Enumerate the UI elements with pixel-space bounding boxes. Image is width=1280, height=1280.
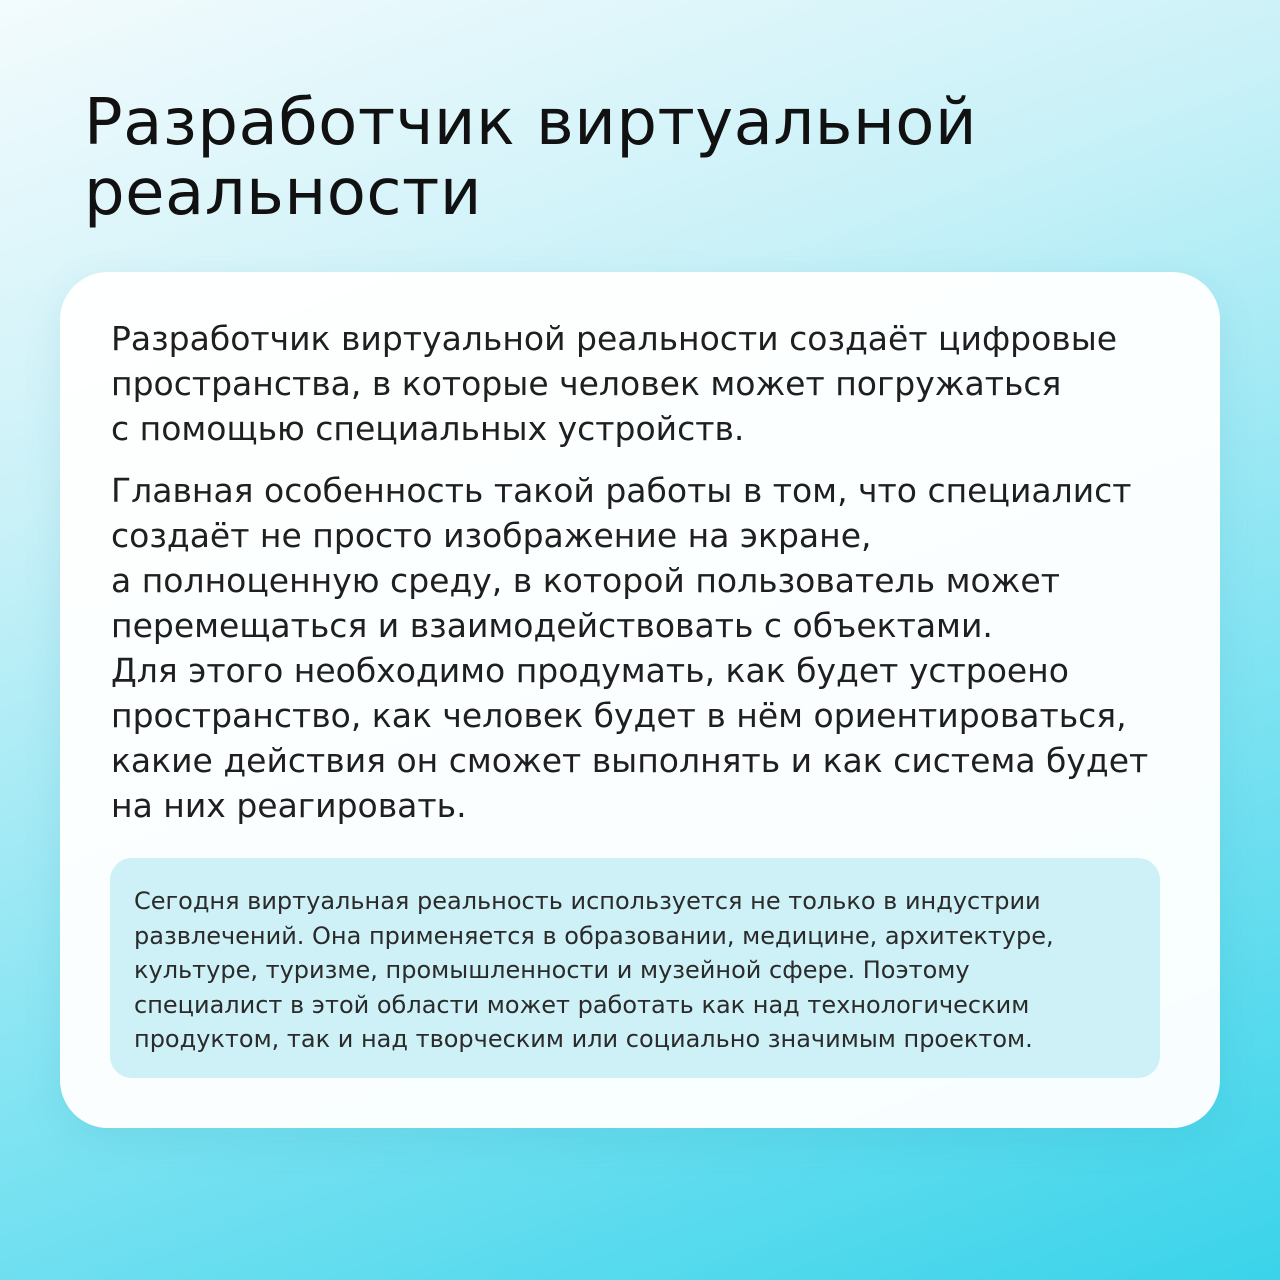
paragraph-line: с помощью специальных устройств. (111, 409, 745, 448)
content-card (60, 272, 1220, 1128)
note-line: культуре, туризме, промышленности и музейной сфере. Поэтому (134, 956, 970, 984)
note-line: продуктом, так и над творческим или социально значимым проектом. (134, 1025, 1033, 1053)
title-line: Разработчик виртуальной (84, 86, 978, 160)
paragraph-line: Разработчик виртуальной реальности создаёт цифровые (111, 319, 1118, 358)
paragraph-line: какие действия он сможет выполнять и как система будет (111, 741, 1149, 780)
note-line: развлечений. Она применяется в образовании, медицине, архитектуре, (134, 921, 1054, 950)
intro-paragraph (111, 316, 1201, 451)
main-paragraph (111, 468, 1201, 828)
paragraph-line: перемещаться и взаимодействовать с объектами. (111, 606, 993, 645)
paragraph-line: на них реагировать. (111, 786, 467, 825)
paragraph-line: Главная особенность такой работы в том, что специалист (111, 471, 1132, 510)
note-line: специалист в этой области может работать как над технологическим (134, 990, 1030, 1019)
page-title (84, 88, 1204, 228)
note-text (134, 884, 1054, 1057)
paragraph-line: а полноценную среду, в которой пользователь может (111, 561, 1060, 600)
title-line: реальности (84, 156, 482, 230)
paragraph-line: пространство, как человек будет в нём ориентироваться, (111, 696, 1127, 735)
paragraph-line: создаёт не просто изображение на экране, (111, 516, 872, 555)
paragraph-line: пространства, в которые человек может погружаться (111, 364, 1062, 403)
highlight-note (110, 858, 1160, 1078)
note-line: Сегодня виртуальная реальность используется не только в индустрии (134, 887, 1041, 915)
paragraph-line: Для этого необходимо продумать, как будет устроено (111, 651, 1069, 690)
